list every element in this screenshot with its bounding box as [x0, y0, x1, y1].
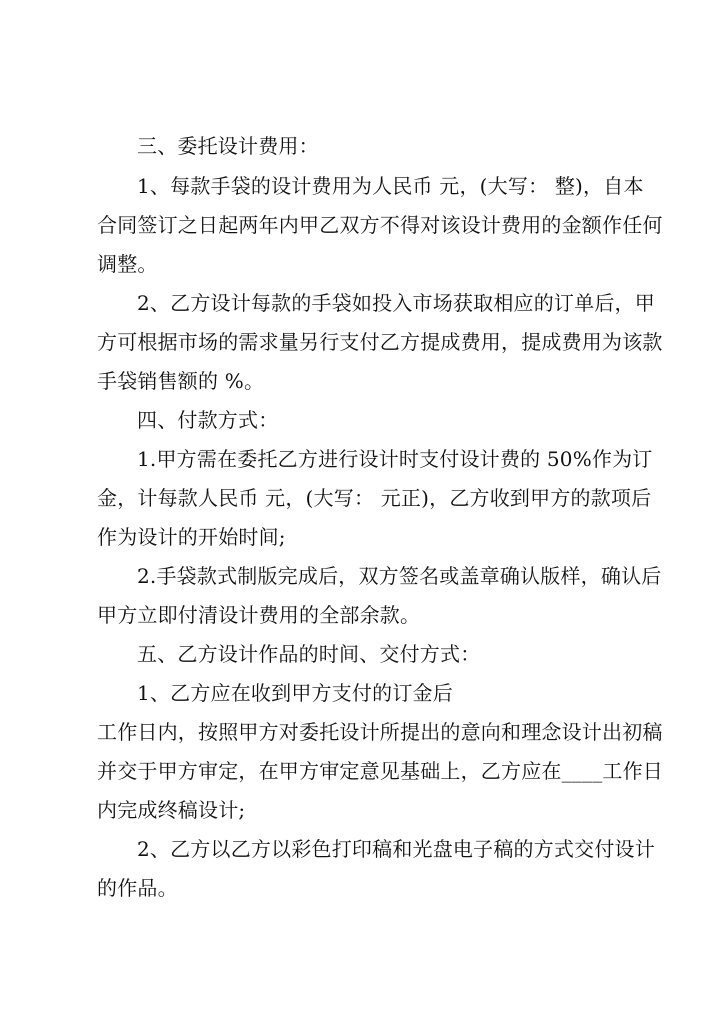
paragraph-line: 作为设计的开始时间; — [97, 525, 286, 549]
paragraph-line: 调整。 — [97, 252, 158, 276]
paragraph-line: 2.手袋款式制版完成后，双方签名或盖章确认版样，确认后 — [137, 564, 662, 588]
paragraph-line: 1.甲方需在委托乙方进行设计时支付设计费的 50%作为订 — [137, 447, 653, 471]
paragraph-line: 2、乙方以乙方以彩色打印稿和光盘电子稿的方式交付设计 — [137, 837, 655, 861]
section-heading-payment: 四、付款方式： — [137, 408, 279, 432]
paragraph-line: 工作日内，按照甲方对委托设计所提出的意向和理念设计出初稿 — [97, 720, 663, 744]
section-heading-delivery: 五、乙方设计作品的时间、交付方式： — [137, 642, 481, 666]
paragraph-line: 内完成终稿设计; — [97, 798, 246, 822]
paragraph-line: 合同签订之日起两年内甲乙双方不得对该设计费用的金额作任何 — [97, 213, 663, 237]
paragraph-line: 2、乙方设计每款的手袋如投入市场获取相应的订单后，甲 — [137, 291, 655, 315]
paragraph-line: 甲方立即付清设计费用的全部余款。 — [97, 603, 421, 627]
section-heading-fee: 三、委托设计费用： — [137, 134, 319, 158]
paragraph-line: 方可根据市场的需求量另行支付乙方提成费用，提成费用为该款 — [97, 330, 663, 354]
paragraph-line: 金，计每款人民币 元，(大写： 元正)，乙方收到甲方的款项后 — [97, 486, 652, 510]
paragraph-line: 并交于甲方审定，在甲方审定意见基础上，乙方应在____工作日 — [97, 759, 663, 783]
paragraph-line: 手袋销售额的 %。 — [97, 369, 265, 393]
paragraph-line: 1、乙方应在收到甲方支付的订金后 — [137, 681, 453, 705]
paragraph-line: 的作品。 — [97, 876, 178, 900]
paragraph-line: 1、每款手袋的设计费用为人民币 元，(大写： 整)，自本 — [137, 174, 644, 198]
